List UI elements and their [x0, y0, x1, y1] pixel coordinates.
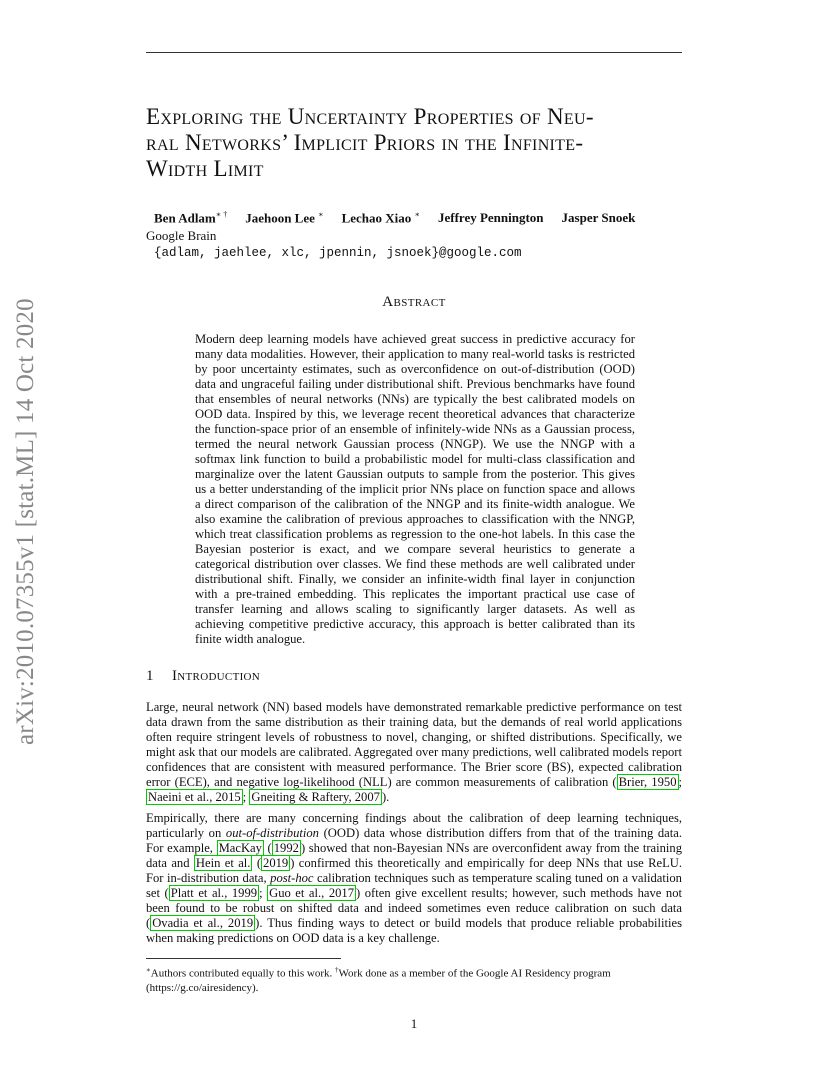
author: Jasper Snoek	[561, 210, 636, 225]
author: Ben Adlam∗ †	[154, 210, 228, 226]
page-number: 1	[410, 1016, 418, 1031]
intro-paragraph-2: Empirically, there are many concerning findings about the calibration of deep learning techniques, particularly on out-of-distribution (OOD) data whose distribution differs from that of the training data. For example, MacKay ( 1992 ) showed that non-Bayesian NNs are overconfident away from the training data and Hein et al. ( 2019 ) confirmed this theoretically and empirically for deep NNs that use ReLU. For in-distribution data, post-hoc calibration techniques such as temperature scaling tuned on a validation set ( Platt et al., 1999 ; Guo et al., 2017 ) often give excellent results; however, such methods have not been found to be robust on shifted data and indeed sometimes even reduce calibration on such data ( Ovadia et al., 2019 ). Thus finding ways to detect or build models that produce reliable probabilities when making predictions on OOD data is a key challenge.	[146, 811, 683, 945]
section-number: 1	[146, 668, 154, 684]
arxiv-identifier-stamp: arXiv:2010.07355v1 [stat.ML] 14 Oct 2020	[12, 298, 39, 745]
top-rule	[146, 52, 682, 53]
author: Jaehoon Lee ∗	[245, 210, 324, 226]
title-line-3: Width Limit	[146, 156, 264, 181]
citation-link[interactable]: 2019	[263, 856, 289, 870]
citation-link[interactable]: Ovadia et al., 2019	[152, 916, 254, 930]
author-list	[146, 210, 686, 226]
footnote: ∗Authors contributed equally to this work. †Work done as a member of the Google AI Residency program (https://g.co/airesidency).	[146, 966, 611, 994]
paper-title	[146, 104, 691, 182]
citation-link[interactable]: 1992	[273, 841, 299, 855]
citation-link[interactable]: Platt et al., 1999	[170, 886, 258, 900]
section-heading-introduction	[146, 668, 260, 685]
citation-link[interactable]: Gneiting & Raftery, 2007	[251, 790, 380, 804]
citation-link[interactable]: Naeini et al., 2015	[148, 790, 241, 804]
title-line-1: Exploring the Uncertainty Properties of Neu-	[146, 104, 594, 129]
abstract-text: Modern deep learning models have achieved great success in predictive accuracy for many data modalities. However, their application to many real-world tasks is restricted by poor uncertainty estimates, such as overconfidence on out-of-distribution (OOD) data and ungraceful failing under distributional shift. Previous benchmarks have found that ensembles of neural networks (NNs) are typically the best calibrated models on OOD data. Inspired by this, we leverage recent theoretical advances that characterize the function-space prior of an ensemble of infinitely-wide NNs as a Gaussian process, termed the neural network Gaussian process (NNGP). We use the NNGP with a softmax link function to build a probabilistic model for multi-class classification and marginalize over the latent Gaussian outputs to sample from the posterior. This gives us a better understanding of the implicit prior NNs place on function space and allows a direct comparison of the calibration of the NNGP and its finite-width analogue. We also examine the calibration of previous approaches to classification with the NNGP, which treat classification problems as regression to the one-hot labels. In this case the Bayesian posterior is exact, and we compare several heuristics to generate a categorical distribution over classes. We find these methods are well calibrated under distributional shift. Finally, we consider an infinite-width final layer in conjunction with a pre-trained embedding. This replicates the important practical use case of transfer learning and allows scaling to significantly larger datasets. As well as achieving competitive predictive accuracy, this approach is better calibrated than its finite width analogue.	[195, 332, 635, 646]
author: Lechao Xiao ∗	[341, 210, 420, 226]
section-title: Introduction	[172, 668, 261, 684]
author-emails: {adlam, jaehlee, xlc, jpennin, jsnoek}@google.com	[154, 246, 522, 261]
intro-paragraph-1: Large, neural network (NN) based models have demonstrated remarkable predictive performance on test data drawn from the same distribution as their training data, but the demands of real world applications often require stringent levels of robustness to novel, changing, or shifted distributions. Specifically, we might ask that our models are calibrated. Aggregated over many predictions, well calibrated models report confidences that are consistent with measured performance. The Brier score (BS), expected calibration error (ECE), and negative log-likelihood (NLL) are common measurements of calibration ( Brier, 1950 ; Naeini et al., 2015 ; Gneiting & Raftery, 2007 ).	[146, 700, 682, 804]
author: Jeffrey Pennington	[437, 210, 544, 225]
citation-link[interactable]: Guo et al., 2017	[269, 886, 355, 900]
author-block	[146, 210, 686, 260]
citation-link[interactable]: Brier, 1950	[618, 775, 677, 789]
citation-link[interactable]: MacKay	[218, 841, 262, 855]
title-line-2: ral Networks’ Implicit Priors in the Infinite-	[146, 130, 584, 155]
affiliation: Google Brain	[146, 228, 217, 244]
footnote-rule	[146, 958, 341, 959]
citation-link[interactable]: Hein et al.	[195, 856, 251, 870]
abstract-heading: Abstract	[382, 294, 446, 310]
